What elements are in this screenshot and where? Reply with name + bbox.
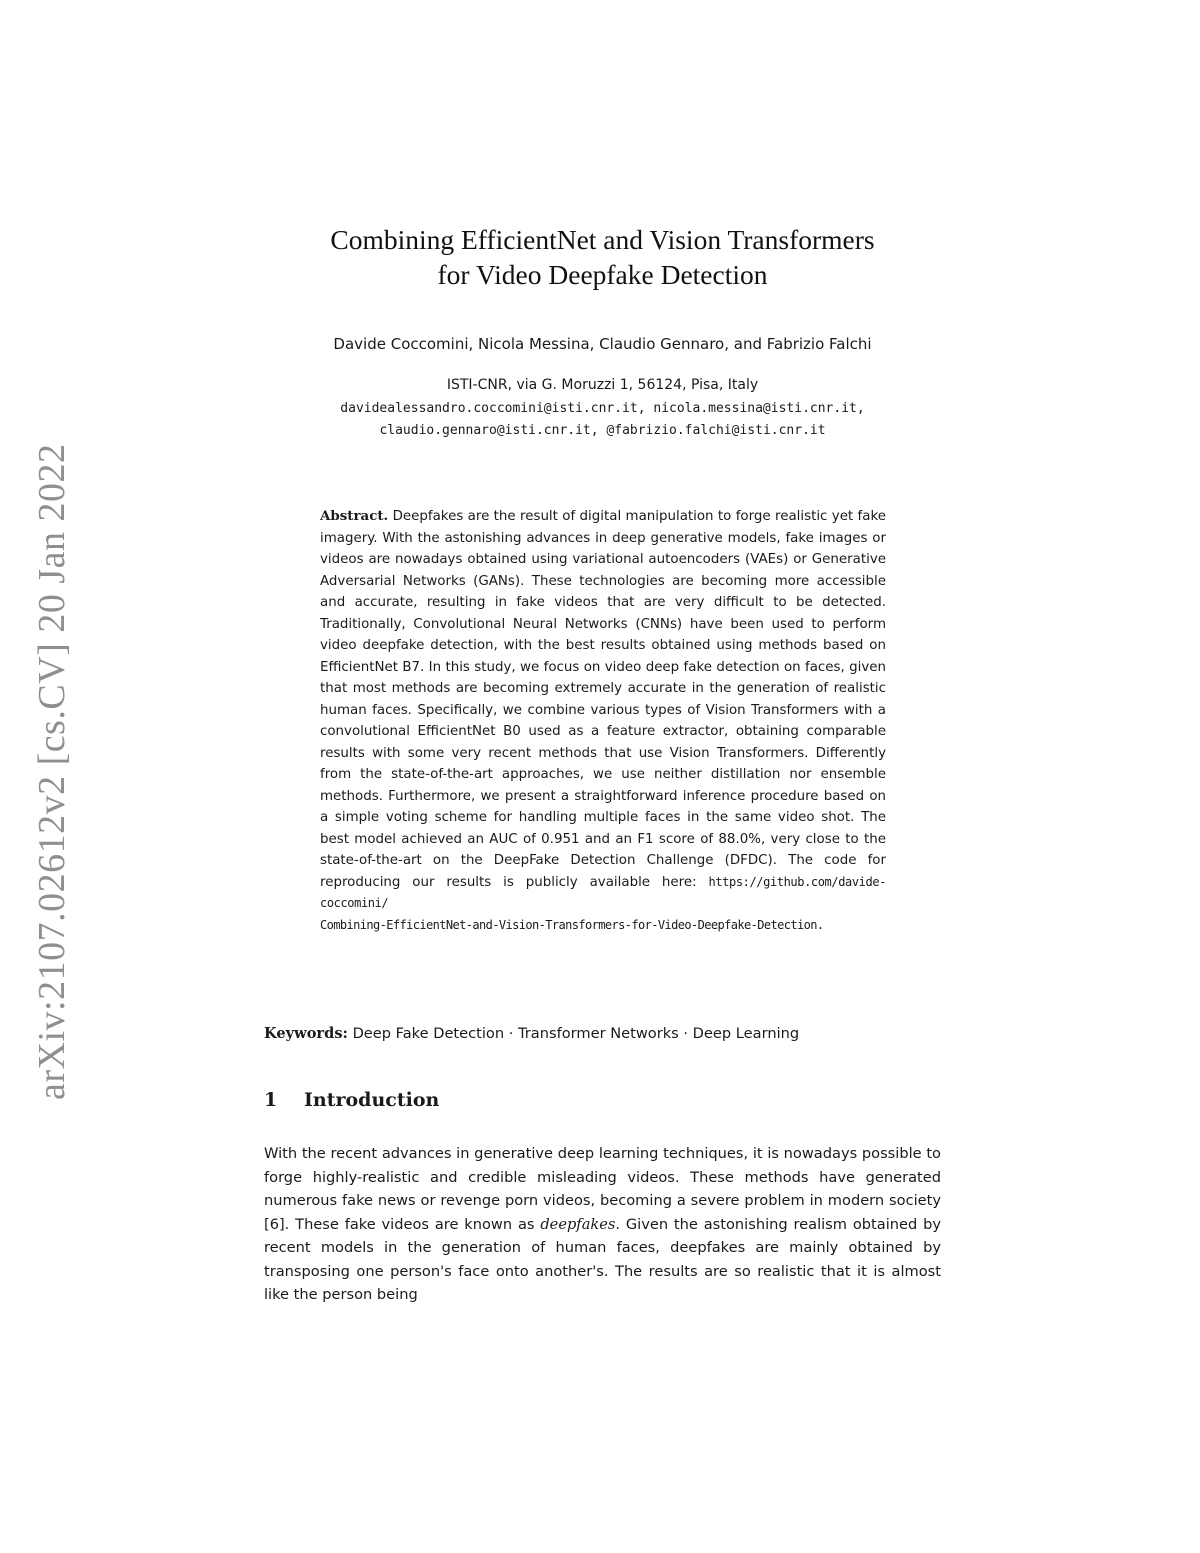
abstract-text: Deepfakes are the result of digital manipulation to forge realistic yet fake imagery. With the astonishing advances in deep generative models, fake images or videos are nowadays obtained using variational autoencoders (VAEs) or Generative Adversarial Networks (GANs). These technologies are becoming more accessible and accurate, resulting in fake videos that are very difficult to be detected. Traditionally, Convolutional Neural Networks (CNNs) have been used to perform video deepfake detection, with the best results obtained using methods based on EfficientNet B7. In this study, we focus on video deep fake detection on faces, given that most methods are becoming extremely accurate in the generation of realistic human faces. Specifically, we combine various types of Vision Transformers with a convolutional EfficientNet B0 used as a feature extractor, obtaining comparable results with some very recent methods that use Vision Transformers. Differently from the state-of-the-art approaches, we use neither distillation nor ensemble methods. Furthermore, we present a straightforward inference procedure based on a simple voting scheme for handling multiple faces in the same video shot. The best model achieved an AUC of 0.951 and an F1 score of 88.0%, very close to the state-of-the-art on the DeepFake Detection Challenge (DFDC). The code for reproducing our results is publicly available here: xyxy=(320,509,886,890)
abstract xyxy=(320,506,886,936)
intro-text-part-2: . Given the astonishing realism obtained by recent models in the generation of human faces, deepfakes are mainly obtained by transposing one person's face onto another's. The results are so realistic that it is almost like the person being xyxy=(264,1215,941,1303)
author-emails xyxy=(200,398,1005,442)
paper-title-line-1: Combining EfficientNet and Vision Transformers xyxy=(330,224,875,255)
keywords xyxy=(264,1023,964,1045)
section-heading-introduction xyxy=(264,1086,439,1114)
introduction-paragraph xyxy=(264,1142,941,1307)
code-repository-link-part-1[interactable]: https://github.com/davide-coccomini/ xyxy=(320,874,886,910)
paper-authors: Davide Coccomini, Nicola Messina, Claudio Gennaro, and Fabrizio Falchi xyxy=(333,335,872,353)
intro-emphasis-deepfakes: deepfakes xyxy=(540,1215,616,1233)
code-repository-link-part-2[interactable]: Combining-EfficientNet-and-Vision-Transformers-for-Video-Deepfake-Detection. xyxy=(320,917,824,932)
author-affiliation: ISTI-CNR, via G. Moruzzi 1, 56124, Pisa, Italy xyxy=(446,377,759,393)
paper-title-line-2: for Video Deepfake Detection xyxy=(437,259,768,290)
intro-text-part-1: With the recent advances in generative deep learning techniques, it is nowadays possible to forge highly-realistic and credible misleading videos. These methods have generated numerous fake news or revenge porn videos, becoming a severe problem in modern society [6]. These fake videos are known as xyxy=(264,1145,941,1233)
arxiv-identifier-stamp: arXiv:2107.02612v2 [cs.CV] 20 Jan 2022 xyxy=(31,443,73,1100)
author-emails-line-1: davidealessandro.coccomini@isti.cnr.it, nicola.messina@isti.cnr.it, xyxy=(340,401,865,416)
abstract-label: Abstract. xyxy=(320,508,389,524)
author-emails-line-2: claudio.gennaro@isti.cnr.it, @fabrizio.falchi@isti.cnr.it xyxy=(379,423,826,438)
keywords-text: Deep Fake Detection · Transformer Networks · Deep Learning xyxy=(352,1025,800,1042)
section-title: Introduction xyxy=(304,1089,440,1111)
section-number: 1 xyxy=(264,1089,278,1111)
keywords-label: Keywords: xyxy=(264,1025,348,1042)
paper-title xyxy=(200,222,1005,292)
